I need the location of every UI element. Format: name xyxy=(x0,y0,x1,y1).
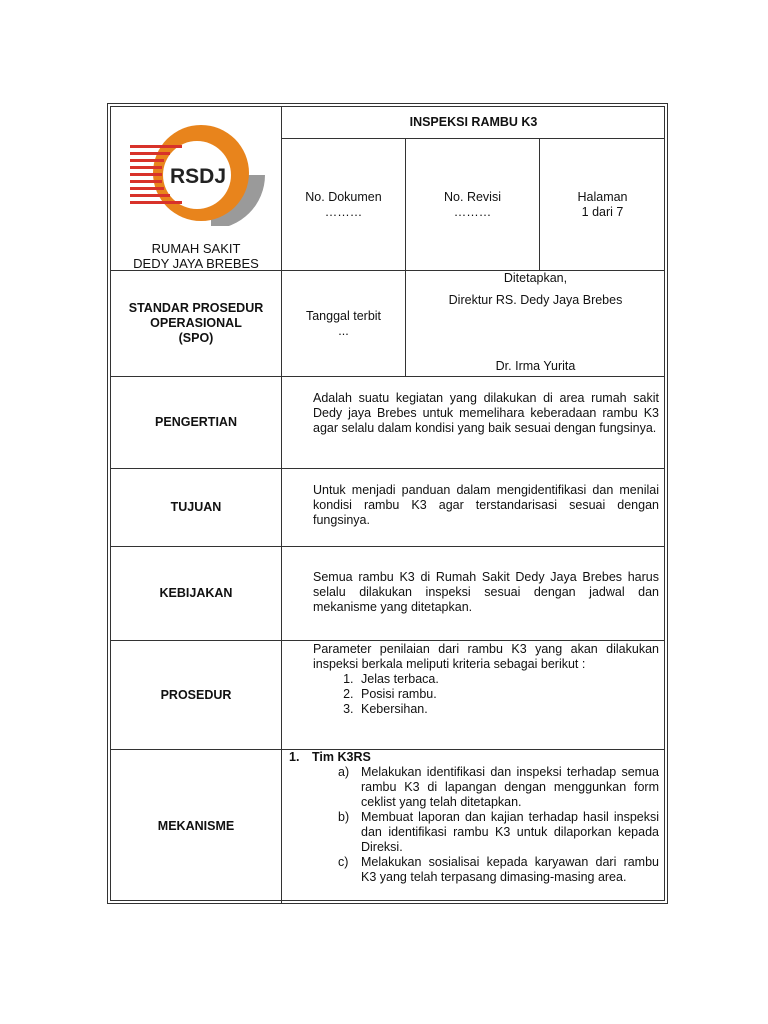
prosedur-intro: Parameter penilaian dari rambu K3 yang akan dilakukan inspeksi berkala meliputi kriteria sebagai berikut : xyxy=(313,642,659,671)
sop-document xyxy=(107,103,668,904)
tujuan-label: TUJUAN xyxy=(170,500,222,514)
pengertian-text: Adalah suatu kegiatan yang dilakukan di area rumah sakit Dedy jaya Brebes untuk memelihara keberadaan rambu K3 agar selalu dalam kondisi yang baik sesuai dengan fungsinya. xyxy=(313,391,659,435)
logo-text: RSDJ xyxy=(169,165,227,188)
hospital-name-line2: DEDY JAYA BREBES xyxy=(133,256,259,271)
mekanisme-item xyxy=(289,855,659,885)
mekanisme-item-text: Melakukan sosialisai kepada karyawan dari rambu K3 yang telah terpasang dimasing-masing area. xyxy=(361,855,659,884)
prosedur-item: 1. Jelas terbaca. xyxy=(357,672,659,687)
no-revisi-value: ……… xyxy=(453,204,492,219)
spo-label-cell xyxy=(111,271,281,376)
no-dokumen-cell xyxy=(282,139,405,270)
spo-line2: OPERASIONAL xyxy=(150,316,242,330)
signatory-name: Dr. Irma Yurita xyxy=(495,359,576,373)
mekanisme-item-text: Melakukan identifikasi dan inspeksi terhadap semua rambu K3 di lapangan dengan menggunkan form ceklist yang telah ditetapkan. xyxy=(361,765,659,809)
ditetapkan-cell xyxy=(406,271,665,376)
spo-line3: (SPO) xyxy=(178,331,214,345)
kebijakan-text: Semua rambu K3 di Rumah Sakit Dedy Jaya Brebes harus selalu dilakukan inspeksi sesuai dengan jadwal dan mekanisme yang ditetapkan. xyxy=(313,570,659,614)
prosedur-content xyxy=(313,642,659,717)
mekanisme-item-text: Membuat laporan dan kajian terhadap hasil inspeksi dan identifikasi rambu K3 untuk dilaporkan kepada Direksi. xyxy=(361,810,659,854)
hospital-name-line1: RUMAH SAKIT xyxy=(151,241,241,256)
prosedur-item: 2. Posisi rambu. xyxy=(357,687,659,702)
no-dokumen-label: No. Dokumen xyxy=(305,189,382,204)
mekanisme-heading xyxy=(289,750,659,765)
ditetapkan-text: Ditetapkan, xyxy=(503,271,568,285)
mekanisme-item xyxy=(289,765,659,810)
no-revisi-label: No. Revisi xyxy=(444,189,501,204)
kebijakan-label: KEBIJAKAN xyxy=(159,586,233,600)
halaman-label: Halaman xyxy=(577,189,628,204)
prosedur-item: 3. Kebersihan. xyxy=(357,702,659,717)
hospital-logo xyxy=(125,121,275,226)
pengertian-label: PENGERTIAN xyxy=(155,415,237,429)
hospital-name xyxy=(111,241,281,271)
direktur-text: Direktur RS. Dedy Jaya Brebes xyxy=(448,293,623,307)
prosedur-label: PROSEDUR xyxy=(160,687,232,702)
prosedur-list xyxy=(313,672,659,717)
no-dokumen-value: ……… xyxy=(324,204,363,219)
tanggal-terbit-cell xyxy=(282,271,405,376)
mekanisme-heading-number: 1. xyxy=(289,750,300,764)
mekanisme-item-marker: b) xyxy=(338,810,350,824)
tanggal-terbit-label: Tanggal terbit xyxy=(305,308,382,323)
mekanisme-item-marker: c) xyxy=(338,855,349,869)
spo-line1: STANDAR PROSEDUR xyxy=(128,301,264,315)
mekanisme-list xyxy=(289,765,659,885)
mekanisme-heading-text: Tim K3RS xyxy=(312,750,371,764)
logo-cell xyxy=(111,107,281,270)
halaman-value: 1 dari 7 xyxy=(581,204,624,219)
halaman-cell xyxy=(540,139,665,270)
no-revisi-cell xyxy=(406,139,539,270)
tanggal-terbit-value: ... xyxy=(338,323,349,338)
mekanisme-item xyxy=(289,810,659,855)
mekanisme-label: MEKANISME xyxy=(157,819,235,833)
tujuan-text: Untuk menjadi panduan dalam mengidentifikasi dan menilai kondisi rambu K3 agar terstandarisasi sesuai dengan fungsinya. xyxy=(313,483,659,527)
mekanisme-content xyxy=(289,750,659,885)
document-title: INSPEKSI RAMBU K3 xyxy=(409,115,538,129)
mekanisme-item-marker: a) xyxy=(338,765,350,779)
